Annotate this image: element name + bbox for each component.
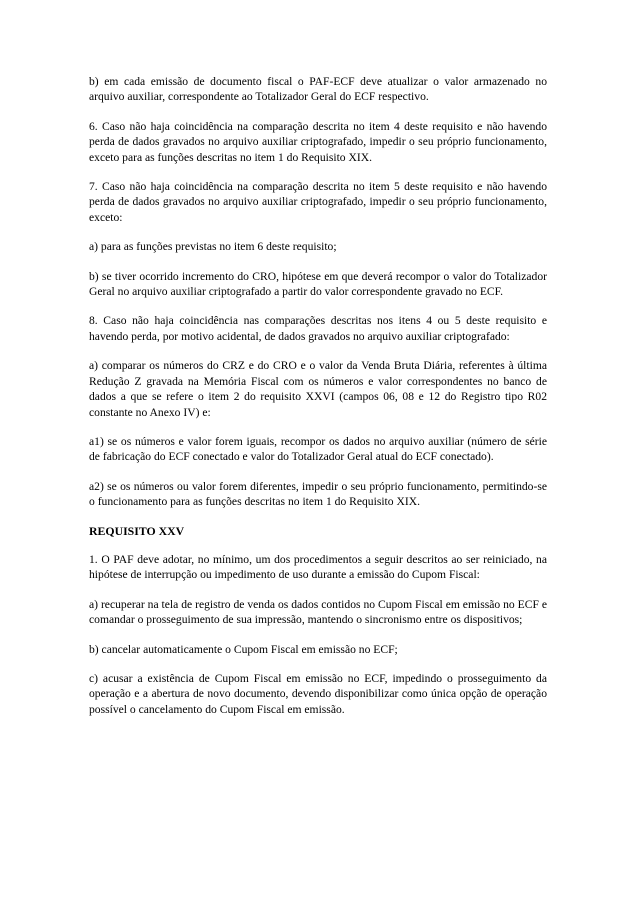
paragraph-item-6: 6. Caso não haja coincidência na comparação descrita no item 4 deste requisito e não havendo perda de dados gravados no arquivo auxiliar criptografado, impedir o seu próprio funcionamento, exceto para as funções descritas no item 1 do Requisito XIX. xyxy=(89,119,547,164)
paragraph-xxv-item-1-a: a) recuperar na tela de registro de venda os dados contidos no Cupom Fiscal em emissão no ECF e comandar o prosseguimento de sua impressão, mantendo o sincronismo entre os dispositivos; xyxy=(89,597,547,627)
paragraph-item-8-a1: a1) se os números e valor forem iguais, recompor os dados no arquivo auxiliar (número de série de fabricação do ECF conectado e valor do Totalizador Geral atual do ECF conectado). xyxy=(89,434,547,464)
paragraph-item-8: 8. Caso não haja coincidência nas comparações descritas nos itens 4 ou 5 deste requisito e havendo perda, por motivo acidental, de dados gravados no arquivo auxiliar criptografado: xyxy=(89,314,547,343)
document-page xyxy=(89,74,547,731)
paragraph-xxv-item-1-c: c) acusar a existência de Cupom Fiscal em emissão no ECF, impedindo o prosseguimento da operação e a abertura de novo documento, devendo disponibilizar como única opção de operação possível o cancelamento do Cupom Fiscal em emissão. xyxy=(89,671,547,716)
paragraph-item-7-b: b) se tiver ocorrido incremento do CRO, hipótese em que deverá recompor o valor do Totalizador Geral no arquivo auxiliar criptografado a partir do valor correspondente gravado no ECF. xyxy=(89,269,547,299)
paragraph-b-update-auxiliary-file: b) em cada emissão de documento fiscal o PAF-ECF deve atualizar o valor armazenado no arquivo auxiliar, correspondente ao Totalizador Geral do ECF respectivo. xyxy=(89,75,547,104)
paragraph-item-8-a2: a2) se os números ou valor forem diferentes, impedir o seu próprio funcionamento, permitindo-se o funcionamento para as funções descritas no item 1 do Requisito XIX. xyxy=(89,479,547,509)
paragraph-item-7: 7. Caso não haja coincidência na comparação descrita no item 5 deste requisito e não havendo perda de dados gravados no arquivo auxiliar criptografado, impedir o seu próprio funcionamento, exceto: xyxy=(89,180,547,224)
section-heading-requisito-xxv: REQUISITO XXV xyxy=(89,523,185,538)
paragraph-item-7-a: a) para as funções previstas no item 6 deste requisito; xyxy=(89,240,337,254)
paragraph-xxv-item-1: 1. O PAF deve adotar, no mínimo, um dos procedimentos a seguir descritos ao ser reiniciado, na hipótese de interrupção ou impedimento de uso durante a emissão do Cupom Fiscal: xyxy=(89,552,547,582)
paragraph-item-8-a: a) comparar os números do CRZ e do CRO e o valor da Venda Bruta Diária, referentes à última Redução Z gravada na Memória Fiscal com os números e valor correspondentes no banco de dados a que se refere o item 2 do requisito XXVI (campos 06, 08 e 12 do Registro tipo R02 constante no Anexo IV) e: xyxy=(89,359,547,419)
paragraph-xxv-item-1-b: b) cancelar automaticamente o Cupom Fiscal em emissão no ECF; xyxy=(89,642,398,656)
